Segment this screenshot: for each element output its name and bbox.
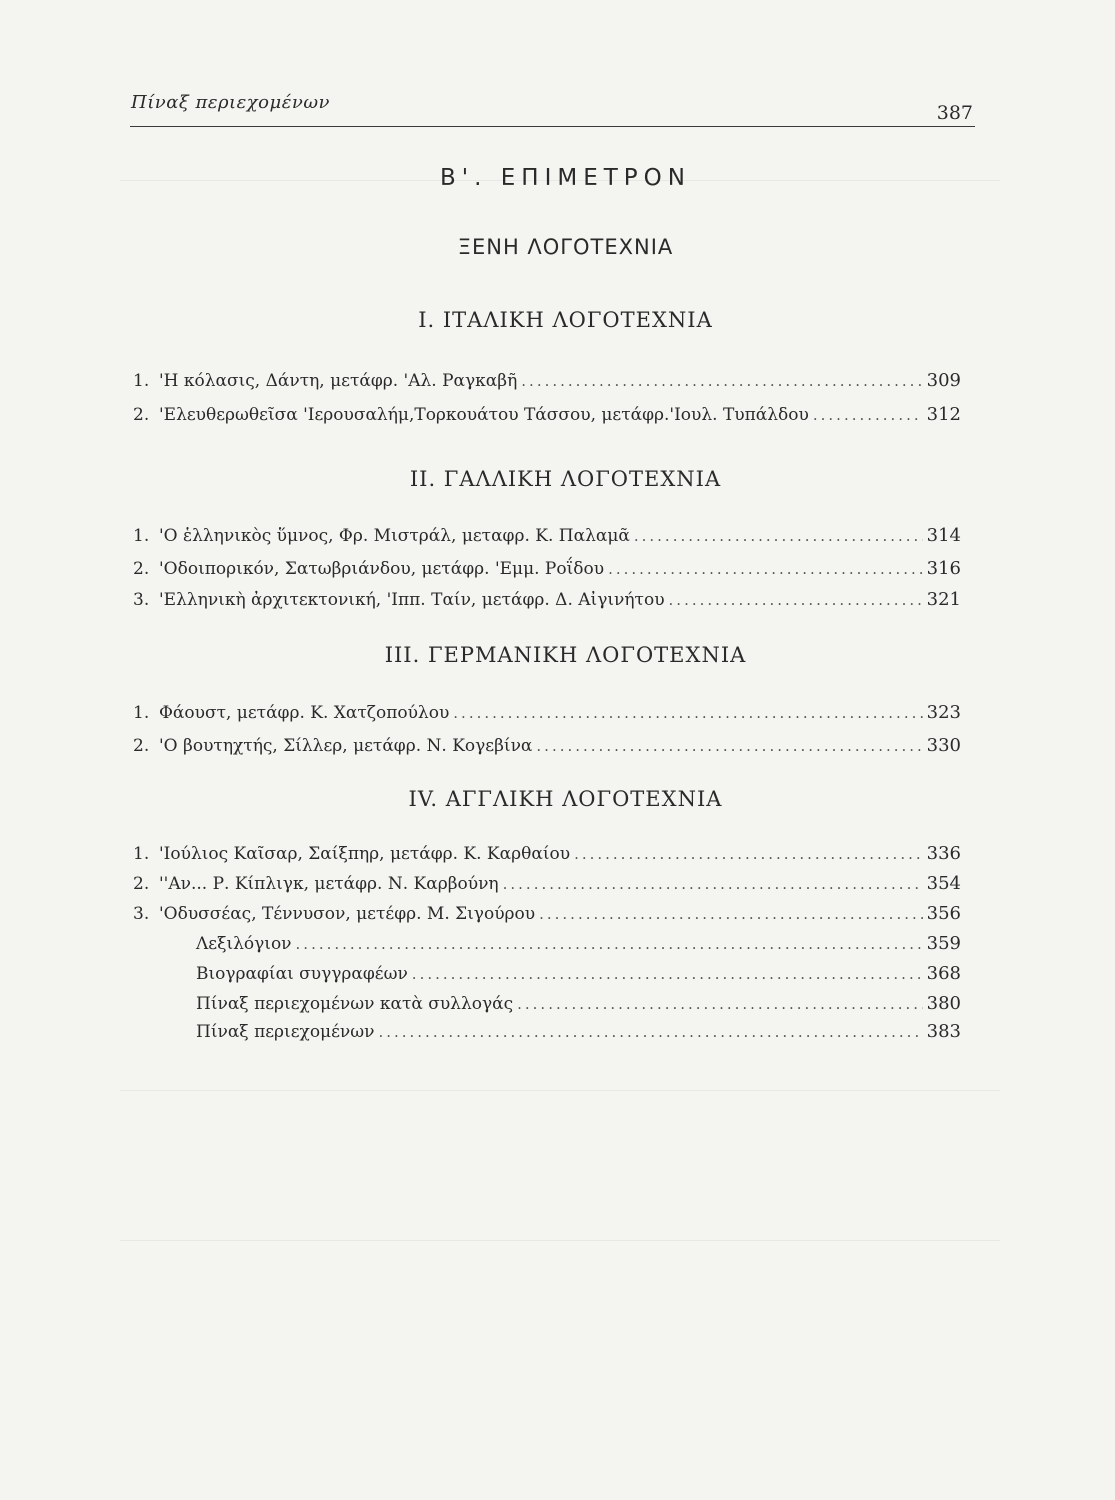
entry-number: 3. (133, 904, 150, 924)
entry-title: 'Ο ἑλληνικὸς ὕμνος, Φρ. Μιστράλ, μεταφρ. Κ. Παλαμᾶ (159, 526, 630, 546)
entry-page: 309 (926, 370, 961, 391)
entry-title: Πίναξ περιεχομένων (196, 1022, 375, 1042)
toc-entry-appendix[interactable] (196, 963, 961, 989)
part-title: Β'. ΕΠΙΜΕΤΡΟΝ (440, 165, 691, 191)
dot-leader (412, 965, 923, 983)
toc-entry[interactable] (133, 702, 961, 728)
dot-leader (574, 845, 923, 863)
part-subtitle: ΞΕΝΗ ΛΟΓΟΤΕΧΝΙΑ (457, 235, 674, 259)
dot-leader (503, 875, 923, 893)
dot-leader (378, 1023, 922, 1041)
entry-page: 356 (926, 903, 961, 924)
entry-number: 1. (133, 371, 150, 391)
dot-leader (669, 591, 923, 609)
entry-page: 359 (926, 933, 961, 954)
dot-leader (517, 995, 923, 1013)
dot-leader (608, 560, 923, 578)
entry-title: Πίναξ περιεχομένων κατὰ συλλογάς (196, 994, 514, 1014)
entry-page: 368 (926, 963, 961, 984)
entry-page: 336 (926, 843, 961, 864)
section-heading: ΙΙΙ. ΓΕΡΜΑΝΙΚΗ ΛΟΓΟΤΕΧΝΙΑ (384, 643, 747, 667)
toc-entry[interactable] (133, 903, 961, 929)
entry-number: 1. (133, 844, 150, 864)
dot-leader (634, 527, 923, 545)
dot-leader (296, 935, 923, 953)
dot-leader (813, 406, 923, 424)
entry-title: ''Αν... Ρ. Κίπλιγκ, μετάφρ. Ν. Καρβούνη (159, 874, 499, 894)
page-number: 387 (936, 102, 973, 124)
toc-entry-appendix[interactable] (196, 993, 961, 1019)
entry-page: 312 (926, 404, 961, 425)
section-heading: ΙV. ΑΓΓΛΙΚΗ ΛΟΓΟΤΕΧΝΙΑ (408, 787, 723, 811)
section-heading: Ι. ΙΤΑΛΙΚΗ ΛΟΓΟΤΕΧΝΙΑ (418, 308, 713, 332)
entry-title: Βιογραφίαι συγγραφέων (196, 964, 408, 984)
toc-entry[interactable] (133, 873, 961, 899)
entry-page: 316 (926, 558, 961, 579)
toc-entry[interactable] (133, 735, 961, 761)
entry-number: 2. (133, 736, 150, 756)
toc-entry[interactable] (133, 404, 961, 430)
entry-title: 'Η κόλασις, Δάντη, μετάφρ. 'Αλ. Ραγκαβῆ (159, 371, 518, 391)
entry-title: 'Ιούλιος Καῖσαρ, Σαίξπηρ, μετάφρ. Κ. Καρθαίου (159, 844, 571, 864)
entry-number: 2. (133, 405, 150, 425)
dot-leader (453, 704, 922, 722)
entry-title: Λεξιλόγιον (196, 934, 292, 954)
toc-entry-appendix[interactable] (196, 933, 961, 959)
header-rule (130, 126, 975, 127)
toc-entry-appendix[interactable] (196, 1021, 961, 1047)
entry-title: 'Ο βουτηχτής, Σίλλερ, μετάφρ. Ν. Κογεβίνα (159, 736, 533, 756)
entry-number: 2. (133, 559, 150, 579)
entry-title: 'Οδοιπορικόν, Σατωβριάνδου, μετάφρ. 'Εμμ. Ροΐδου (159, 559, 605, 579)
entry-title: 'Ελευθερωθεῖσα 'Ιερουσαλήμ,Τορκουάτου Τάσσου, μετάφρ.'Ιουλ. Τυπάλδου (159, 405, 809, 425)
entry-number: 1. (133, 703, 150, 723)
entry-page: 383 (926, 1021, 961, 1042)
toc-entry[interactable] (133, 589, 961, 615)
show-through-line (120, 1240, 1000, 1241)
toc-entry[interactable] (133, 525, 961, 551)
toc-entry[interactable] (133, 370, 961, 396)
running-head: Πίναξ περιεχομένων (131, 92, 330, 113)
entry-page: 354 (926, 873, 961, 894)
entry-title: 'Ελληνικὴ ἀρχιτεκτονική, 'Ιππ. Ταίν, μετάφρ. Δ. Αἰγινήτου (159, 590, 665, 610)
dot-leader (521, 372, 922, 390)
entry-page: 321 (926, 589, 961, 610)
entry-number: 1. (133, 526, 150, 546)
entry-page: 330 (926, 735, 961, 756)
dot-leader (539, 905, 923, 923)
entry-number: 3. (133, 590, 150, 610)
entry-title: Φάουστ, μετάφρ. Κ. Χατζοπούλου (159, 703, 450, 723)
entry-page: 323 (926, 702, 961, 723)
dot-leader (536, 737, 922, 755)
entry-page: 380 (926, 993, 961, 1014)
entry-page: 314 (926, 525, 961, 546)
show-through-line (120, 1090, 1000, 1091)
entry-number: 2. (133, 874, 150, 894)
entry-title: 'Οδυσσέας, Τέννυσον, μετέφρ. Μ. Σιγούρου (159, 904, 536, 924)
section-heading: ΙΙ. ΓΑΛΛΙΚΗ ΛΟΓΟΤΕΧΝΙΑ (409, 467, 722, 491)
toc-entry[interactable] (133, 558, 961, 584)
toc-entry[interactable] (133, 843, 961, 869)
